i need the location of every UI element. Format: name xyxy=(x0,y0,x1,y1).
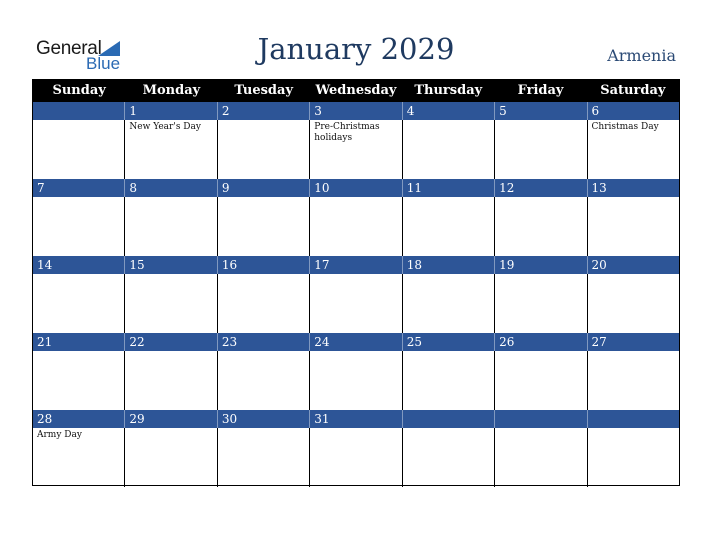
day-cells xyxy=(33,120,679,180)
date-number: 3 xyxy=(310,102,402,120)
date-number: 26 xyxy=(495,333,587,351)
week-row xyxy=(33,333,679,410)
day-cell-event xyxy=(310,428,402,487)
weekday-saturday: Saturday xyxy=(600,83,666,98)
date-number: 1 xyxy=(125,102,217,120)
week-row xyxy=(33,102,679,179)
day-cell-event xyxy=(218,120,310,179)
date-number xyxy=(33,102,125,120)
weekday-thursday: Thursday xyxy=(414,83,483,98)
logo-text-general: General xyxy=(36,38,102,59)
day-cell-event xyxy=(125,428,217,487)
day-cell-event: Christmas Day xyxy=(591,122,659,132)
date-number: 18 xyxy=(403,256,495,274)
week-row xyxy=(33,179,679,256)
day-cell-event: Pre-Christmas holidays xyxy=(310,120,402,179)
date-number: 24 xyxy=(310,333,402,351)
date-number xyxy=(588,410,679,428)
day-cell-event xyxy=(218,428,310,487)
date-number: 15 xyxy=(125,256,217,274)
logo-text-blue: Blue xyxy=(86,54,121,73)
date-number: 21 xyxy=(33,333,125,351)
day-cell-event xyxy=(125,197,217,256)
day-cells xyxy=(33,351,679,411)
day-cell-event xyxy=(33,274,125,333)
day-cell-event xyxy=(403,351,495,410)
day-cell-event xyxy=(588,274,679,333)
day-cell-event xyxy=(33,120,125,179)
day-cell-event: Army Day xyxy=(33,428,125,487)
weekday-friday: Friday xyxy=(517,83,564,98)
weekday-header xyxy=(33,80,679,102)
date-number: 5 xyxy=(495,102,587,120)
day-cell-event xyxy=(218,274,310,333)
date-number: 20 xyxy=(591,258,607,272)
day-cell-event xyxy=(495,351,587,410)
date-number: 22 xyxy=(125,333,217,351)
date-number-bar xyxy=(33,102,679,120)
date-number: 6 xyxy=(591,104,600,118)
date-number: 11 xyxy=(403,179,495,197)
date-number: 10 xyxy=(310,179,402,197)
date-number-bar xyxy=(33,333,679,351)
day-cell-event xyxy=(33,351,125,410)
day-cells xyxy=(33,428,679,487)
date-number: 28 xyxy=(33,410,125,428)
day-cell-event: New Year's Day xyxy=(125,120,217,179)
date-number: 31 xyxy=(310,410,402,428)
day-cells xyxy=(33,197,679,257)
day-cell-event xyxy=(125,351,217,410)
day-cell-event xyxy=(33,197,125,256)
date-number: 13 xyxy=(591,181,607,195)
day-cell-event xyxy=(125,274,217,333)
day-cell-event xyxy=(310,274,402,333)
day-cell-event xyxy=(218,351,310,410)
day-cell-event xyxy=(495,197,587,256)
date-number: 16 xyxy=(218,256,310,274)
day-cell-event xyxy=(310,197,402,256)
date-number-bar xyxy=(33,179,679,197)
date-number: 12 xyxy=(495,179,587,197)
day-cell-event xyxy=(588,197,679,256)
country-label: Armenia xyxy=(607,46,676,65)
date-number: 7 xyxy=(33,179,125,197)
weekday-sunday: Sunday xyxy=(52,83,106,98)
day-cell-event xyxy=(495,428,587,487)
date-number: 4 xyxy=(403,102,495,120)
week-row xyxy=(33,256,679,333)
date-number: 25 xyxy=(403,333,495,351)
date-number: 9 xyxy=(218,179,310,197)
day-cell-event xyxy=(588,351,679,410)
date-number: 30 xyxy=(218,410,310,428)
date-number: 27 xyxy=(591,335,607,349)
day-cell-event xyxy=(403,274,495,333)
day-cell-event xyxy=(310,351,402,410)
day-cell-event xyxy=(495,274,587,333)
date-number: 17 xyxy=(310,256,402,274)
day-cell-event xyxy=(403,428,495,487)
day-cell-event xyxy=(403,120,495,179)
weekday-wednesday: Wednesday xyxy=(315,83,397,98)
day-cell-event xyxy=(218,197,310,256)
date-number: 14 xyxy=(33,256,125,274)
date-number: 23 xyxy=(218,333,310,351)
day-cell-event xyxy=(495,120,587,179)
date-number-bar xyxy=(33,256,679,274)
calendar-grid xyxy=(32,79,680,486)
date-number: 29 xyxy=(125,410,217,428)
date-number-bar xyxy=(33,410,679,428)
date-number: 2 xyxy=(218,102,310,120)
week-row xyxy=(33,410,679,487)
date-number xyxy=(495,410,587,428)
weekday-tuesday: Tuesday xyxy=(234,83,293,98)
date-number: 19 xyxy=(495,256,587,274)
day-cell-event xyxy=(403,197,495,256)
date-number xyxy=(403,410,495,428)
calendar-title: January 2029 xyxy=(257,32,455,66)
date-number: 8 xyxy=(125,179,217,197)
weekday-monday: Monday xyxy=(142,83,201,98)
day-cells xyxy=(33,274,679,334)
day-cell-event xyxy=(588,428,679,487)
